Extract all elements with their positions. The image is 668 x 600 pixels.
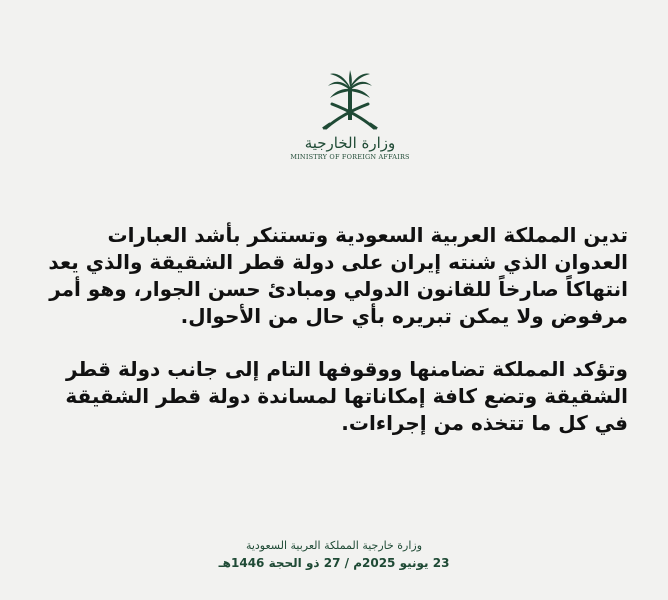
statement-paragraph-1: تدين المملكة العربية السعودية وتستنكر بأشد العبارات العدوان الذي شنته إيران على دولة قطر الشقيقة والذي يعد انتهاكاً صارخاً للقانون الدولي ومبادئ حسن الجوار، وهو أمر مرفوض ولا يمكن تبريره بأي حال من الأحوال. <box>48 223 628 328</box>
statement-body <box>40 222 628 437</box>
issuer-name: وزارة خارجية المملكة العربية السعودية <box>245 539 423 552</box>
ministry-name-arabic: وزارة الخارجية <box>304 134 396 152</box>
ministry-emblem <box>290 70 410 180</box>
statement-footer <box>0 538 668 572</box>
issue-date: 23 يونيو 2025م / 27 ذو الحجة 1446هـ <box>218 556 450 570</box>
statement-paragraph-2: وتؤكد المملكة تضامنها ووقوفها التام إلى جانب دولة قطر الشقيقة وتضع كافة إمكاناتها لمساندة دولة قطر الشقيقة في كل ما تتخذه من إجراءات. <box>65 357 628 435</box>
palm-and-swords-icon <box>320 70 380 132</box>
ministry-name-english: MINISTRY OF FOREIGN AFFAIRS <box>290 153 410 161</box>
